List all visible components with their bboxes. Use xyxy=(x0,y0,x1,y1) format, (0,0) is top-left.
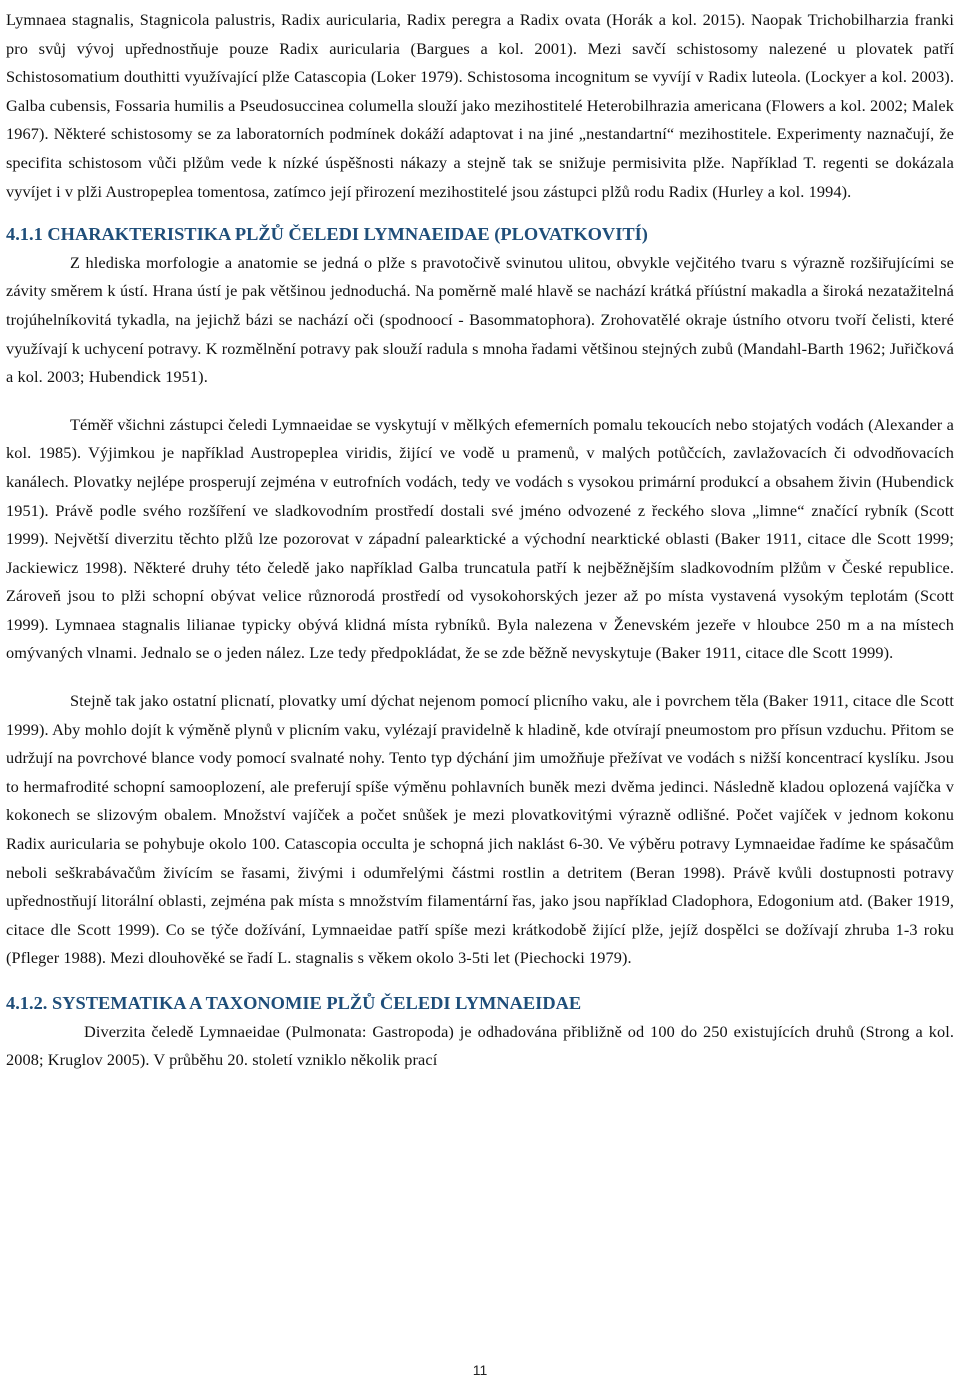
paragraph-biology: Stejně tak jako ostatní plicnatí, plovatky umí dýchat nejenom pomocí plicního vaku, ale i povrchem těla (Baker 1911, citace dle Scott 1999). Aby mohlo dojít k výměně plynů v plicním vaku, vylézají pravidelně k hladině, kde otvírají pneumostom pro přísun vzduchu. Přitom se udržují na povrchové blance vody pomocí svalnaté nohy. Tento typ dýchání jim umožňuje přežívat ve vodách s nižší koncentrací kyslíku. Jsou to hermafrodité schopní samooplození, ale preferují spíše výměnu pohlavních buněk mezi dvěma jedinci. Následně kladou oplozená vajíčka v kokonech se slizovým obalem. Množství vajíček a počet snůšek je mezi plovatkovitými výrazně odlišné. Počet vajíček v jednom kokonu Radix auricularia se pohybuje okolo 100. Catascopia occulta je schopná jich naklást 6-30. Ve výběru potravy Lymnaeidae řadíme ke spásačům neboli seškrabávačům živícím se řasami, živými i odumřelými částmi rostlin a detritem (Beran 1998). Právě kvůli dostupnosti potravy upřednostňují litorální oblasti, zejména pak místa s množstvím filamentární řas, jako jsou například Cladophora, Edogonium atd. (Baker 1919, citace dle Scott 1999). Co se týče dožívání, Lymnaeidae patří spíše mezi krátkodobě žijící plže, jejíž dospělci se dožívají zhruba 1-3 roku (Pfleger 1988). Mezi dlouhověké se řadí L. stagnalis s věkem okolo 3-5ti let (Piechocki 1979). xyxy=(6,691,954,968)
paragraph-habitat: Téměř všichni zástupci čeledi Lymnaeidae se vyskytují v mělkých efemerních pomalu tekoucích nebo stojatých vodách (Alexander a kol. 1985). Výjimkou je například Austropeplea viridis, žijící ve vodě u pramenů, v malých potůčcích, zavlažovacích či odvodňovacích kanálech. Plovatky nejlépe prosperují zejména v eutrofních vodách, tedy ve vodách s vysokou primární produkcí a obsahem živin (Hubendick 1951). Právě podle svého rozšíření ve sladkovodním prostředí dostali své jméno odvozené z řeckého slova „limne“ značící rybník (Scott 1999). Největší diverzitu těchto plžů lze pozorovat v západní palearktické a východní nearktické oblasti (Baker 1911, citace dle Scott 1999; Jackiewicz 1998). Některé druhy této čeledě jako například Galba truncatula patří k nejběžnějším sladkovodním plžům v České republice. Zároveň jsou to plži schopní obývat velice různorodá prostředí od vysokohorských jezer až po místa vystavená vysokým teplotám (Scott 1999). Lymnaea stagnalis lilianae typicky obývá klidná místa rybníků. Byla nalezena v Ženevském jezeře v hloubce 250 m a na místech omývaných vlnami. Jednalo se o jeden nález. Lze tedy předpokládat, že se zde běžně nevyskytuje (Baker 1911, citace dle Scott 1999). xyxy=(6,414,954,663)
section-heading-4-1-2: 4.1.2. SYSTEMATIKA A TAXONOMIE PLŽŮ ČELEDI LYMNAEIDAE xyxy=(6,993,582,1013)
paragraph-morphology: Z hlediska morfologie a anatomie se jedná o plže s pravotočivě svinutou ulitou, obvykle vejčitého tvaru s výrazně rozšiřujícími se závity směrem k ústí. Hrana ústí je pak většinou jednoduchá. Na poměrně malé hlavě se nachází krátká příústní makadla a široká nezatažitelná trojúhelníkovitá tykadla, na jejichž bázi se nachází oči (spodnoocí - Basommatophora). Zrohovatělé okraje ústního otvoru tvoří čelisti, které využívají k uchycení potravy. K rozmělnění potravy pak slouží radula s mnoha řadami většinou stejných zubů (Mandahl-Barth 1962; Juřičková a kol. 2003; Hubendick 1951). xyxy=(6,252,954,387)
document-page xyxy=(6,6,954,1075)
page-number: 11 xyxy=(472,1362,488,1378)
paragraph-systematics: Diverzita čeledě Lymnaeidae (Pulmonata: Gastropoda) je odhadována přibližně od 100 do 250 existujících druhů (Strong a kol. 2008; Kruglov 2005). V průběhu 20. století vzniklo několik prací xyxy=(6,1021,954,1070)
section-heading-4-1-1: 4.1.1 CHARAKTERISTIKA PLŽŮ ČELEDI LYMNAEIDAE (PLOVATKOVITÍ) xyxy=(6,224,648,245)
paragraph-intro: Lymnaea stagnalis, Stagnicola palustris, Radix auricularia, Radix peregra a Radix ovata (Horák a kol. 2015). Naopak Trichobilharzia franki pro svůj vývoj upřednostňuje pouze Radix auricularia (Bargues a kol. 2001). Mezi savčí schistosomy nalezené u plovatek patří Schistosomatium douthitti využívající plže Catascopia (Loker 1979). Schistosoma incognitum se vyvíjí v Radix luteola. (Lockyer a kol. 2003). Galba cubensis, Fossaria humilis a Pseudosuccinea columella slouží jako mezihostitelé Heterobilhrazia americana (Flowers a kol. 2002; Malek 1967). Některé schistosomy se za laboratorních podmínek dokáží adaptovat i na jiné „nestandartní“ mezihostitele. Experimenty naznačují, že specifita schistosom vůči plžům vede k nízké úspěšnosti nákazy a stejně tak se snižuje permisivita plže. Například T. regenti se dokázala vyvíjet i v plži Austropeplea tomentosa, zatímco její přirození mezihostitelé jsou zástupci plžů rodu Radix (Hurley a kol. 1994). xyxy=(6,10,954,201)
